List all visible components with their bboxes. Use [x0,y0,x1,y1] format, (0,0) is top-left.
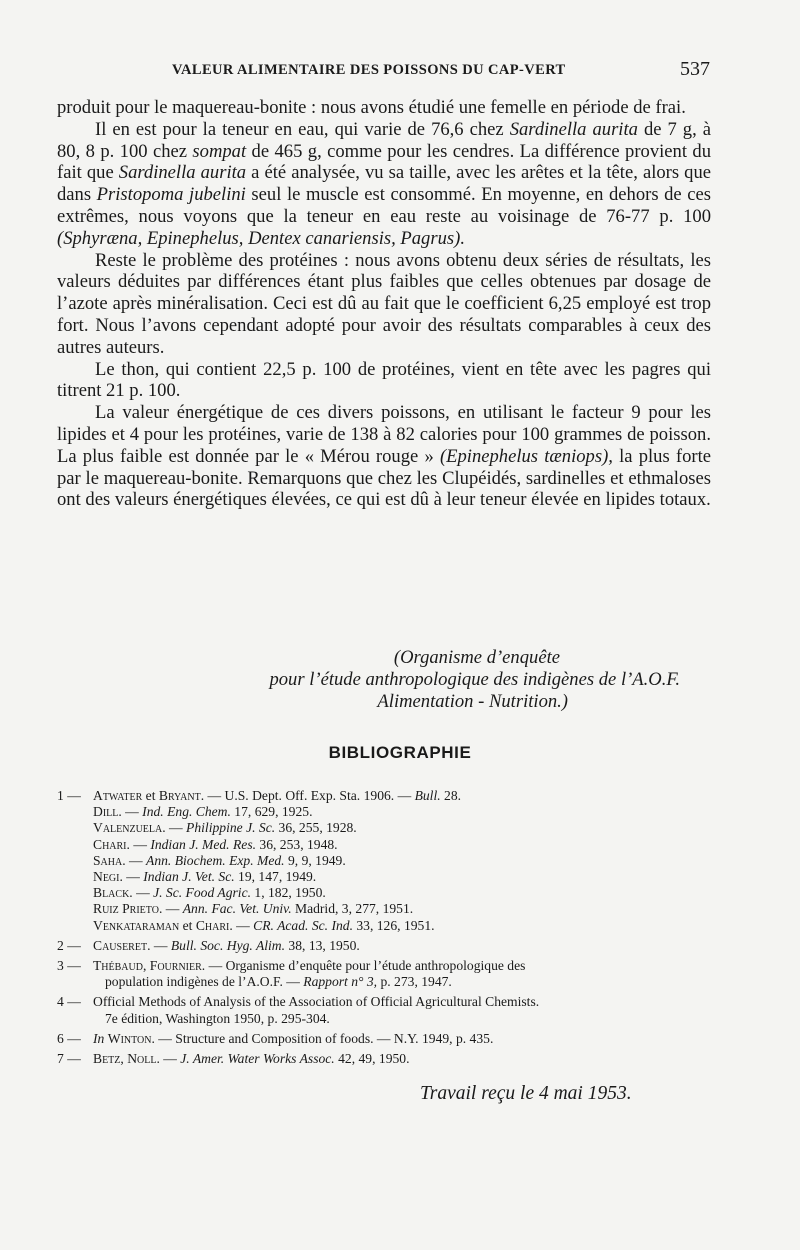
author-affiliation [150,647,680,713]
text-run: , [142,958,150,974]
author-name: Thébaud [93,958,143,974]
italic-run: Sardinella aurita [509,118,638,140]
text-run: population indigènes de l’A.O.F. — [105,974,304,990]
reference-text [93,994,711,1026]
reference-number: 7 — [57,1051,81,1067]
author-name: Betz [93,1051,121,1067]
text-run: . — Organisme d’enquête pour l’étude anthropologique des [201,958,526,974]
text-run: . — Structure and Composition of foods. — N.Y. 1949, p. 435. [151,1030,494,1046]
reference-line [93,1011,711,1027]
author-name: Causeret [93,937,148,953]
text-run: produit pour le maquereau-bonite : nous avons étudié une femelle en période de frai. [57,97,686,118]
author-name: Fournier [149,958,202,974]
author-name: Negi [93,869,120,885]
text-run: de 7 g, à 80, 8 p. 100 chez [57,118,712,162]
italic-run: Sardinella aurita [118,162,247,184]
affiliation-line: (Organisme d’enquête [393,647,560,668]
reference-line [93,837,711,853]
italic-run: Rapport n° 3, [303,974,378,990]
italic-run: (Sphyræna, Epinephelus, Dentex canariensis, Pagrus). [57,227,465,249]
text-run: 28. [440,788,462,803]
text-run: , [120,1051,128,1067]
author-name: Noll [127,1051,157,1067]
author-name: Black [93,885,130,901]
italic-run: Bull. Soc. Hyg. Alim. [170,937,286,953]
running-title: VALEUR ALIMENTAIRE DES POISSONS DU CAP-VERT [172,62,566,78]
bibliography-title: BIBLIOGRAPHIE [328,743,472,762]
reference-text [93,1051,711,1067]
text-run: 33, 126, 1951. [352,917,435,933]
text-run: . — [229,917,254,933]
author-name: Valenzuela [93,820,163,836]
reference-number: 2 — [57,937,81,953]
italic-run: Indian J. Med. Res. [150,836,257,852]
text-run: 17, 629, 1925. [230,804,313,820]
paragraph [57,359,711,403]
italic-run: Ann. Fac. Vet. Univ. [182,901,292,917]
text-run: Reste le problème des protéines : nous avons obtenu deux séries de résultats, les valeurs déduites par différences étant plus faibles que celles obtenues par dosage de l’azote après minéralisation. Ceci est dû au fait que le coefficient 6,25 employé est trop fort. Nous l’avons cependant adopté pour avoir des résultats comparables à ceux des autres auteurs. [57,249,711,358]
text-run: seul le muscle est consommé. En moyenne, en dehors de ces extrêmes, nous voyons que la teneur en eau reste au voisinage de 76-77 p. 100 [57,184,712,227]
paragraph [57,402,711,511]
author-name: Chari [195,917,230,933]
paragraph [57,97,711,119]
reference-line [93,1051,711,1067]
bibliography-list [57,788,711,1071]
text-run: et [142,788,159,803]
text-run: Madrid, 3, 277, 1951. [291,901,414,917]
text-run: 42, 49, 1950. [334,1051,410,1067]
reference-line [93,994,711,1010]
text-run: 7e édition, Washington 1950, p. 295-304. [105,1010,330,1026]
text-run: . — [129,885,154,901]
text-run: La valeur énergétique de ces divers poissons, en utilisant le facteur 9 pour les lipides et 4 pour les protéines, varie de 138 à 82 calories pour 100 grammes de poisson. La plus faible est donnée par le « Mérou rouge » [57,402,711,467]
reference-text [93,1031,711,1047]
author-name: Dill [93,804,119,820]
reference-line [93,804,711,820]
bibliography-entry [57,958,711,990]
author-name: Venkataraman [93,917,180,933]
text-run: 1, 182, 1950. [251,885,326,901]
text-run: . — U.S. Dept. Off. Exp. Sta. 1906. — [200,788,415,803]
author-name: Atwater [93,788,143,803]
author-name: Winton [107,1030,152,1046]
text-run: 9, 9, 1949. [284,852,346,868]
text-run: . — [119,869,144,885]
text-run: . — [147,937,171,953]
text-run: de 465 g, comme pour les cendres. La différence provient du fait que [57,140,711,184]
text-run: . — [162,820,187,836]
text-run: 36, 253, 1948. [256,836,338,852]
text-run: . — [158,901,183,917]
bibliography-entry [57,1051,711,1067]
reference-line [93,938,711,954]
reference-text [93,938,711,954]
reference-line [93,901,711,917]
text-run: Le thon, qui contient 22,5 p. 100 de protéines, vient en tête avec les pagres qui titrent 21 p. 100. [57,358,711,402]
reference-line [93,1031,711,1047]
author-name: Saha [93,852,123,868]
received-date: Travail reçu le 4 mai 1953. [420,1083,632,1104]
bibliography-entry [57,938,711,954]
italic-run: Ann. Biochem. Exp. Med. [146,852,285,868]
italic-run: In [93,1030,105,1046]
text-run: a été analysée, vu sa taille, avec les arêtes et la tête, alors que dans [57,162,712,206]
italic-run: Philippine J. Sc. [186,820,276,836]
text-run: 36, 255, 1928. [275,820,357,836]
reference-line [93,788,711,804]
text-run: Il en est pour la teneur en eau, qui varie de 76,6 chez [95,118,510,140]
reference-text [93,788,711,934]
paragraph [57,119,711,250]
text-run: 38, 13, 1950. [285,937,360,953]
reference-number: 3 — [57,958,81,974]
bibliography-entry [57,994,711,1026]
italic-run: J. Sc. Food Agric. [153,885,251,901]
reference-line [93,853,711,869]
reference-line [93,820,711,836]
italic-run: CR. Acad. Sc. Ind. [253,917,353,933]
reference-line [93,974,711,990]
author-name: Ruiz Prieto [93,901,159,917]
italic-run: Bull. [414,788,441,803]
text-run: Official Methods of Analysis of the Association of Official Agricultural Chemists. [93,994,540,1010]
reference-line [93,869,711,885]
italic-run: sompat [192,140,247,162]
text-run: 19, 147, 1949. [234,869,317,885]
text-run: . — [118,804,143,820]
paragraph [57,250,711,359]
italic-run: Ind. Eng. Chem. [142,804,231,820]
text-run: . — [126,836,151,852]
text-run: p. 273, 1947. [377,974,452,990]
text-run: la plus forte par le maquereau-bonite. Remarquons que chez les Clupéidés, sardinelles et ethmaloses ont des valeurs énergétiques élevées, ce qui est dû à leur teneur élevée en lipides totaux. [57,445,711,511]
reference-number: 1 — [57,788,81,803]
text-run: . — [156,1051,181,1067]
running-header [0,56,800,86]
reference-number: 4 — [57,994,81,1010]
bibliography-entry [57,788,711,934]
reference-line [93,885,711,901]
italic-run: J. Amer. Water Works Assoc. [180,1051,335,1067]
reference-line [93,958,711,974]
reference-number: 6 — [57,1030,81,1046]
article-body [57,97,711,511]
italic-run: Pristopoma jubelini [96,184,246,206]
italic-run: Indian J. Vet. Sc. [143,869,235,885]
author-name: Chari [93,836,127,852]
author-name: Bryant [158,788,201,803]
affiliation-line: Alimentation - Nutrition.) [377,691,568,712]
text-run: . — [122,852,147,868]
reference-line [93,918,711,934]
text-run: et [179,917,196,933]
reference-text [93,958,711,990]
affiliation-line: pour l’étude anthropologique des indigènes de l’A.O.F. [269,669,680,690]
bibliography-entry [57,1031,711,1047]
page-number: 537 [680,58,710,80]
italic-run: (Epinephelus tæniops), [439,445,613,467]
